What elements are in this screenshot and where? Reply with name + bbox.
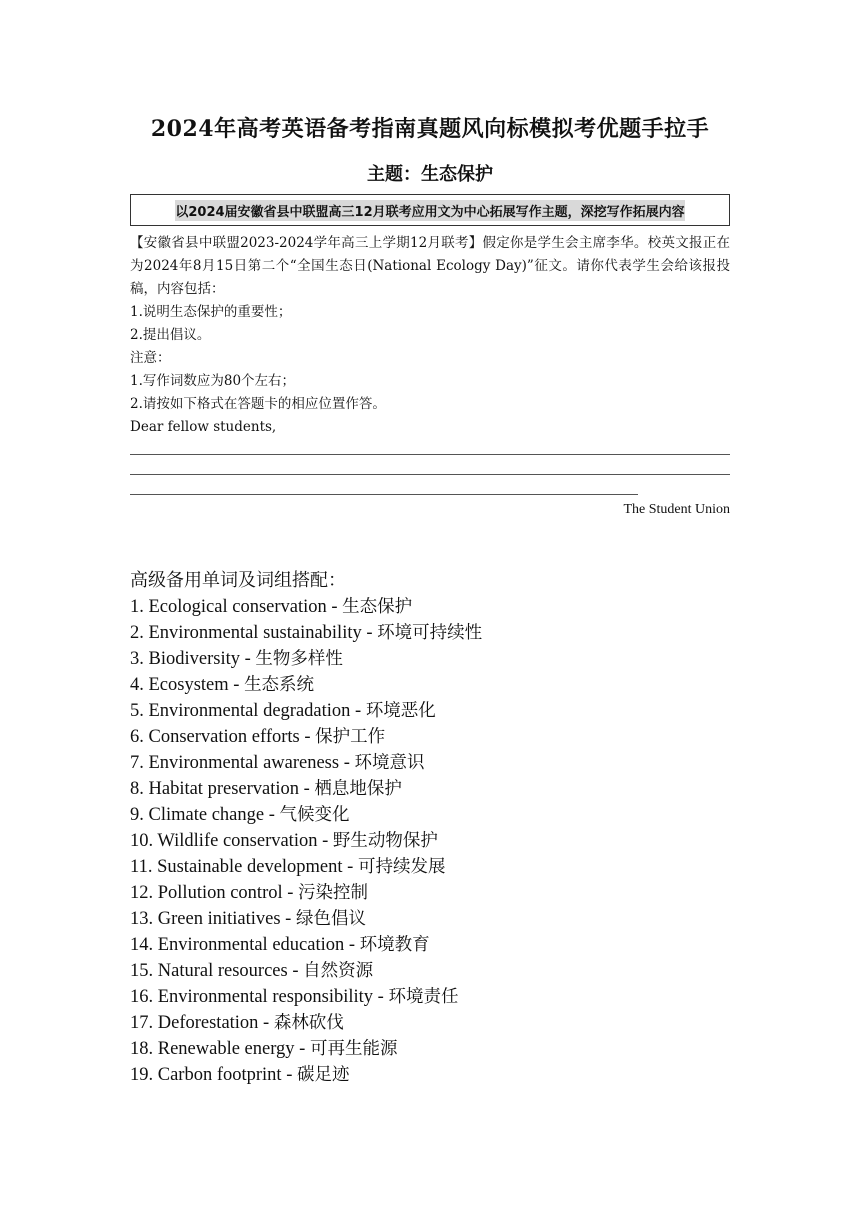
- document-title: 2024年高考英语备考指南真题风向标模拟考优题手拉手: [150, 116, 710, 142]
- vocabulary-term-en: 12. Pollution control -: [130, 883, 299, 903]
- vocabulary-item: [130, 750, 730, 776]
- vocabulary-item: [130, 698, 730, 724]
- vocabulary-term-en: 15. Natural resources -: [130, 961, 304, 981]
- vocabulary-term-zh: 森林砍伐: [273, 1013, 344, 1033]
- vocabulary-term-en: 9. Climate change -: [130, 805, 280, 825]
- vocabulary-item: [130, 646, 730, 672]
- vocabulary-term-en: 4. Ecosystem -: [130, 675, 245, 695]
- vocabulary-item: [130, 802, 730, 828]
- vocabulary-term-en: 1. Ecological conservation -: [130, 597, 343, 617]
- vocabulary-list: [130, 594, 730, 1088]
- vocabulary-section: [130, 568, 730, 1088]
- vocabulary-term-zh: 环境意识: [354, 753, 425, 773]
- vocabulary-term-en: 19. Carbon footprint -: [130, 1065, 297, 1085]
- vocabulary-item: [130, 880, 730, 906]
- vocabulary-term-zh: 气候变化: [279, 805, 350, 825]
- vocabulary-item: [130, 984, 730, 1010]
- vocabulary-term-zh: 栖息地保护: [314, 779, 402, 799]
- vocabulary-item: [130, 932, 730, 958]
- vocabulary-term-zh: 生态保护: [342, 597, 413, 617]
- vocabulary-item: [130, 854, 730, 880]
- vocabulary-term-en: 17. Deforestation -: [130, 1013, 274, 1033]
- prompt-point: 1.说明生态保护的重要性；: [130, 304, 292, 320]
- vocabulary-item: [130, 958, 730, 984]
- letter-greeting: Dear fellow students,: [130, 419, 277, 435]
- vocabulary-item: [130, 672, 730, 698]
- vocabulary-term-zh: 环境教育: [359, 935, 430, 955]
- note-item: 1.写作词数应为80个左右；: [130, 373, 296, 389]
- vocabulary-term-zh: 可持续发展: [357, 857, 446, 877]
- vocabulary-item: [130, 776, 730, 802]
- vocabulary-item: [130, 594, 730, 620]
- vocabulary-term-zh: 生态系统: [244, 675, 315, 695]
- vocabulary-term-en: 16. Environmental responsibility -: [130, 987, 389, 1007]
- vocabulary-term-en: 13. Green initiatives -: [130, 909, 296, 929]
- topic-subtitle: 主题：生态保护: [367, 164, 493, 185]
- vocabulary-term-en: 3. Biodiversity -: [130, 649, 256, 669]
- vocabulary-heading: 高级备用单词及词组搭配：: [130, 570, 346, 591]
- vocabulary-term-zh: 生物多样性: [255, 649, 343, 669]
- answer-line: [130, 474, 730, 475]
- vocabulary-term-zh: 自然资源: [303, 961, 374, 981]
- vocabulary-item: [130, 1010, 730, 1036]
- vocabulary-term-zh: 环境可持续性: [377, 623, 483, 643]
- vocabulary-term-en: 14. Environmental education -: [130, 935, 360, 955]
- notes-label: 注意：: [130, 350, 171, 366]
- prompt-point: 2.提出倡议。: [130, 327, 211, 343]
- vocabulary-item: [130, 1036, 730, 1062]
- vocabulary-term-zh: 污染控制: [298, 883, 369, 903]
- vocabulary-term-en: 11. Sustainable development -: [130, 857, 358, 877]
- vocabulary-term-zh: 碳足迹: [297, 1065, 350, 1085]
- vocabulary-term-en: 10. Wildlife conservation -: [130, 831, 333, 851]
- vocabulary-item: [130, 620, 730, 646]
- vocabulary-term-zh: 环境恶化: [365, 701, 436, 721]
- vocabulary-item: [130, 828, 730, 854]
- vocabulary-term-zh: 绿色倡议: [295, 909, 366, 929]
- vocabulary-item: [130, 1062, 730, 1088]
- answer-line: [130, 454, 730, 455]
- letter-signature: The Student Union: [623, 502, 730, 517]
- vocabulary-term-zh: 野生动物保护: [332, 831, 438, 851]
- vocabulary-item: [130, 724, 730, 750]
- vocabulary-item: [130, 906, 730, 932]
- vocabulary-term-zh: 可再生能源: [309, 1039, 398, 1059]
- vocabulary-term-en: 8. Habitat preservation -: [130, 779, 315, 799]
- prompt-intro: 【安徽省县中联盟2023-2024学年高三上学期12月联考】假定你是学生会主席李华。校英文报正在为2024年8月15日第二个“全国生态日(National Ecology Day)”征文。请你代表学生会给该报投稿，内容包括：: [130, 235, 730, 297]
- writing-prompt: [130, 232, 730, 439]
- highlight-box-text: 以2024届安徽省县中联盟高三12月联考应用文为中心拓展写作主题，深挖写作拓展内容: [175, 200, 684, 221]
- highlight-box: [130, 194, 730, 226]
- vocabulary-term-zh: 保护工作: [315, 727, 386, 747]
- vocabulary-term-en: 6. Conservation efforts -: [130, 727, 316, 747]
- vocabulary-term-en: 7. Environmental awareness -: [130, 753, 355, 773]
- answer-line: [130, 494, 638, 495]
- vocabulary-term-en: 2. Environmental sustainability -: [130, 623, 378, 643]
- vocabulary-term-en: 5. Environmental degradation -: [130, 701, 366, 721]
- note-item: 2.请按如下格式在答题卡的相应位置作答。: [130, 396, 386, 412]
- vocabulary-term-zh: 环境责任: [388, 987, 459, 1007]
- vocabulary-term-en: 18. Renewable energy -: [130, 1039, 310, 1059]
